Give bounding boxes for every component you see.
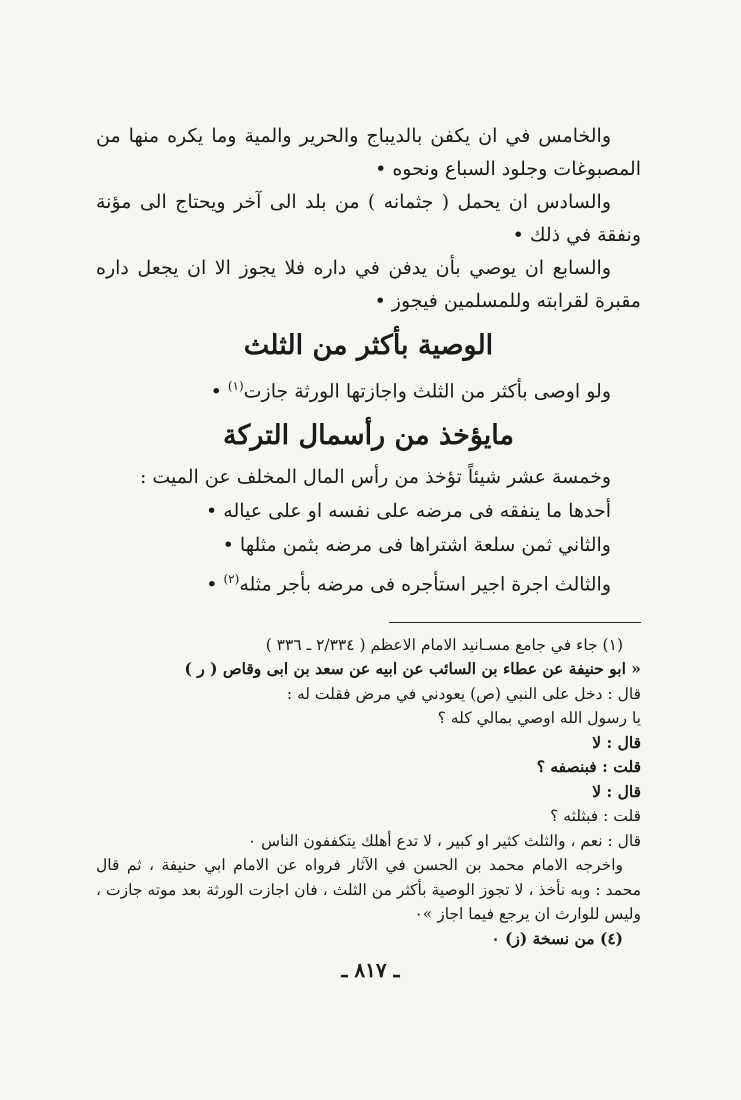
page-number: ـ ٨١٧ ـ xyxy=(341,958,400,982)
will-text: ولو اوصى بأكثر من الثلث واجازتها الورثة جازت xyxy=(243,380,611,403)
paragraph-seventh: والسابع ان يوصي بأن يدفن في داره فلا يجوز الا ان يجعل داره مقبرة لقرابته وللمسلمين فيجوز • xyxy=(96,257,641,312)
list-item-first: أحدها ما ينفقه فى مرضه على نفسه او على عياله • xyxy=(206,500,611,523)
footnote-line: قال : لا xyxy=(592,781,641,801)
will-end: • xyxy=(210,380,228,403)
footnote-line: قلت : فبثلثه ؟ xyxy=(550,807,641,826)
footnote-line: (١) جاء في جامع مسـانيد الامام الاعظم ( ٢/٣٣٤ ـ ٣٣٦ ) xyxy=(265,635,623,654)
footnote-line: قلت : فبنصفه ؟ xyxy=(536,757,641,777)
paragraph-intro: وخمسة عشر شيئاً تؤخذ من رأس المال المخلف عن الميت : xyxy=(139,466,611,489)
footnote-line: (٤) من نسخة (ز) ٠ xyxy=(491,928,623,948)
paragraph-fifth: والخامس في ان يكفن بالديباج والحرير والمية وما يكره منها من المصبوغات وجلود السباع ونحوه • xyxy=(96,125,641,180)
footnote-line: قال : دخل على النبي (ص) يعودني في مرض فقلت له : xyxy=(286,684,641,703)
footnote-line: يا رسول الله اوصي بمالي كله ؟ xyxy=(437,709,641,728)
heading-will-more-than-third: الوصية بأكثر من الثلث xyxy=(243,330,494,361)
item-third-text: والثالث اجرة اجير استأجره فى مرضه بأجر مثله xyxy=(239,573,611,596)
footnote-ref-2: (٢) xyxy=(223,572,240,587)
heading-estate-capital: مايؤخذ من رأسمال التركة xyxy=(223,420,514,452)
footnote-line: « ابو حنيفة عن عطاء بن السائب عن ابيه عن سعد بن ابى وقاص ( ر ) xyxy=(184,659,641,679)
footnote-line: واخرجه الامام محمد بن الحسن في الآثار فرواه عن الامام ابي حنيفة ، ثم قال محمد : وبه نأخذ ، لا تجوز الوصية بأكثر من الثلث ، فان اجازت الورثة بعد موته جازت ، وليس للوارث ان يرجع فيما اجاز »٠ xyxy=(96,856,641,924)
list-item-second: والثاني ثمن سلعة اشتراها فى مرضه بثمن مثلها • xyxy=(222,534,611,557)
footnote-divider xyxy=(389,622,641,623)
paragraph-will xyxy=(96,370,641,408)
paragraph-sixth: والسادس ان يحمل ( جثمانه ) من بلد الى آخر ويحتاج الى مؤنة ونفقة في ذلك • xyxy=(96,191,641,246)
footnote-line: قال : لا xyxy=(592,732,641,752)
footnote-line: قال : نعم ، والثلث كثير او كبير ، لا تدع أهلك يتكففون الناس ٠ xyxy=(247,831,641,850)
footnote-ref-1: (١) xyxy=(227,379,244,393)
item-third-end: • xyxy=(206,573,224,596)
list-item-third xyxy=(96,562,641,601)
